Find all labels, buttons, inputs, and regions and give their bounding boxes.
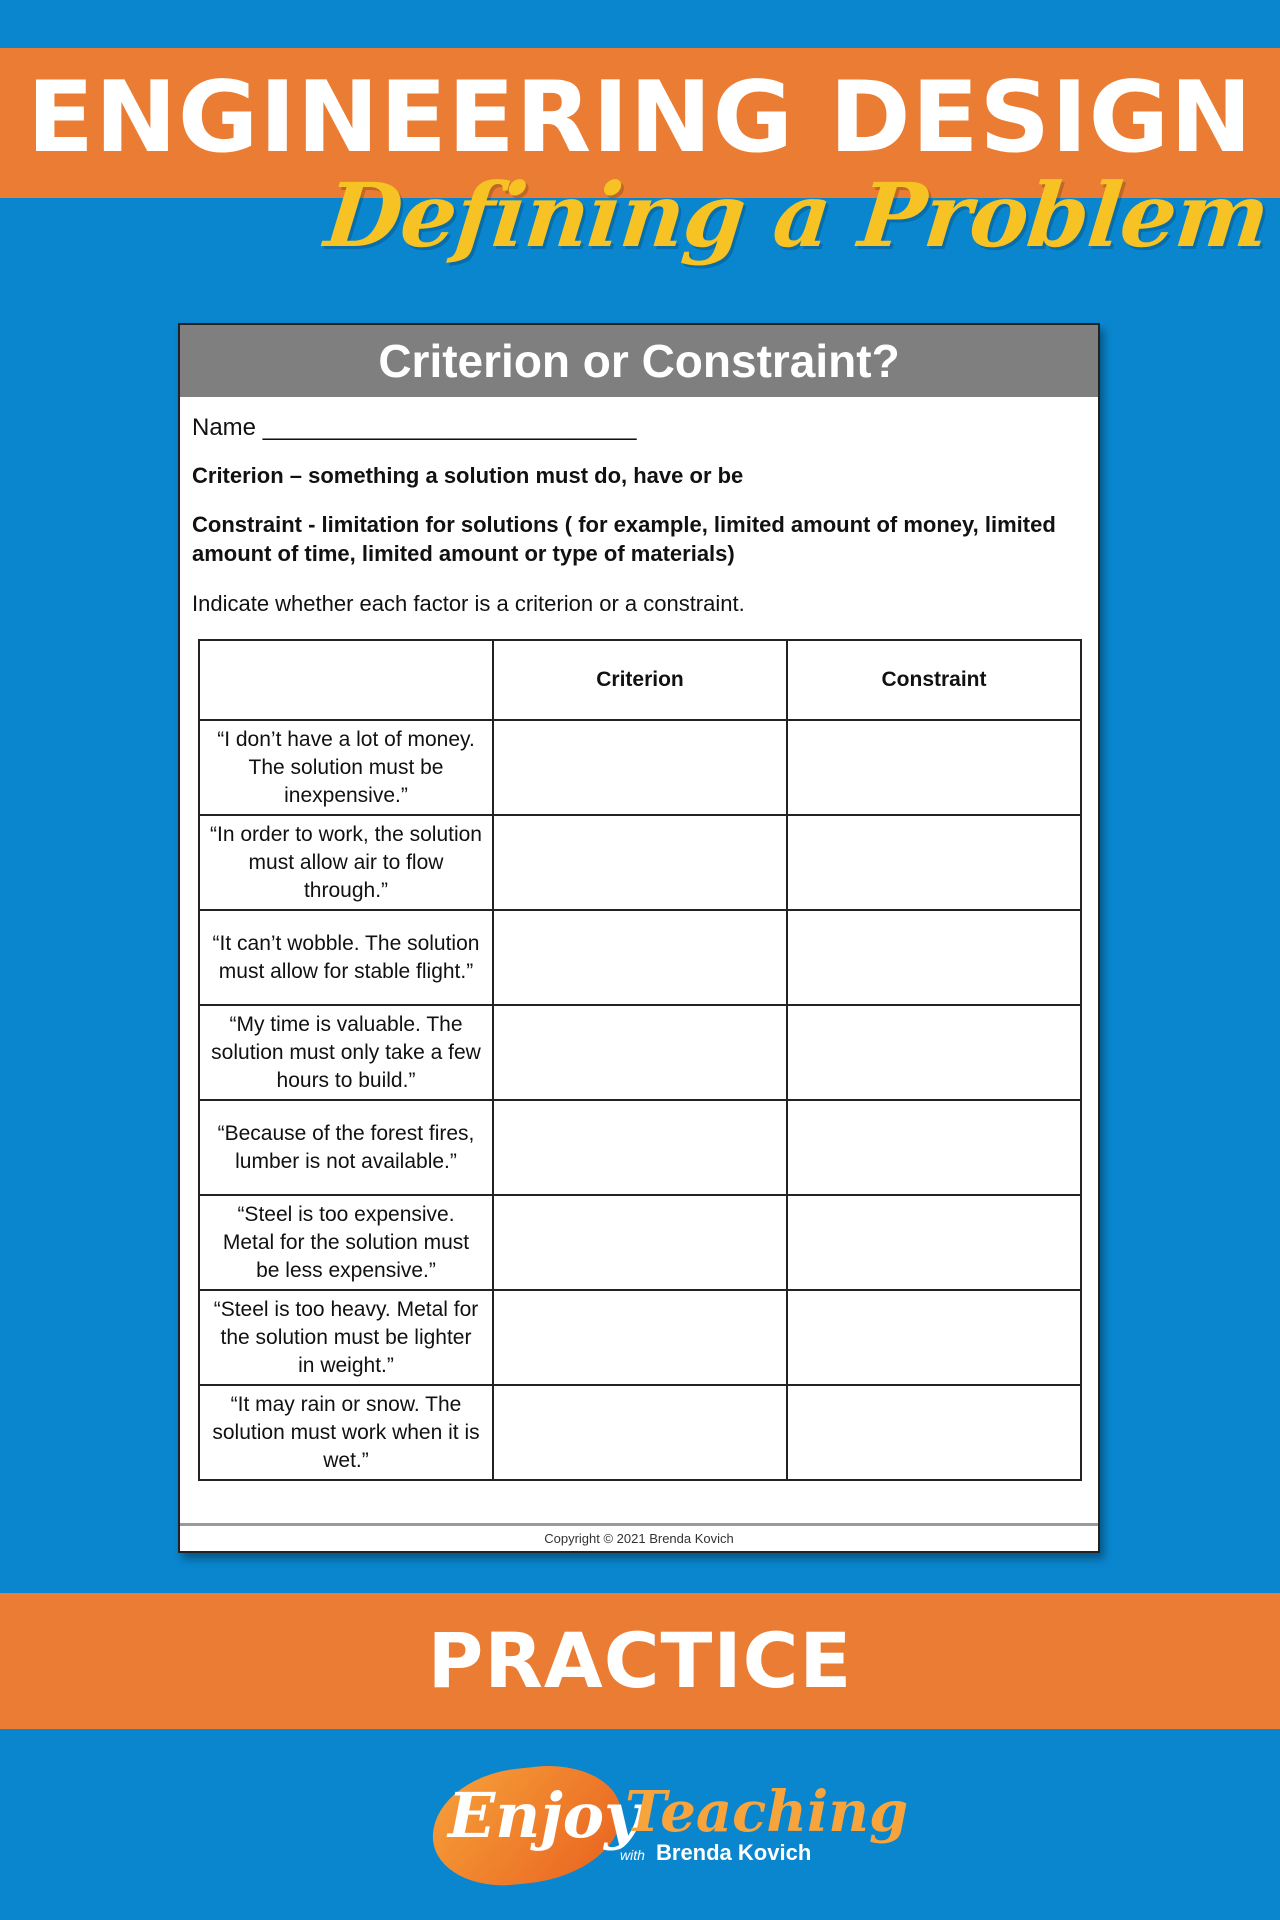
constraint-cell [787, 1195, 1081, 1290]
subtitle: Defining a Problem [320, 163, 1274, 267]
factor-cell: “I don’t have a lot of money. The solution must be inexpensive.” [199, 720, 493, 815]
table-row [199, 1005, 1081, 1100]
factor-cell: “It may rain or snow. The solution must work when it is wet.” [199, 1385, 493, 1480]
logo-enjoy-text: Enjoy [448, 1779, 641, 1852]
criterion-cell [493, 1005, 787, 1100]
criterion-cell [493, 910, 787, 1005]
factor-table [198, 639, 1082, 1481]
column-header-factor [199, 640, 493, 720]
copyright-footer: Copyright © 2021 Brenda Kovich [180, 1523, 1098, 1551]
logo-teaching-text: Teaching [625, 1779, 909, 1845]
factor-cell: “In order to work, the solution must allow air to flow through.” [199, 815, 493, 910]
table-row [199, 1290, 1081, 1385]
table-row [199, 815, 1081, 910]
criterion-cell [493, 720, 787, 815]
criterion-cell [493, 1385, 787, 1480]
instructions: Indicate whether each factor is a criterion or a constraint. [192, 591, 745, 616]
criterion-cell [493, 815, 787, 910]
criterion-cell [493, 1290, 787, 1385]
factor-cell: “Because of the forest fires, lumber is not available.” [199, 1100, 493, 1195]
constraint-cell [787, 1290, 1081, 1385]
logo-with-text: with [620, 1847, 645, 1863]
table-header-row [199, 640, 1081, 720]
table-row [199, 1195, 1081, 1290]
table-row [199, 910, 1081, 1005]
main-title: ENGINEERING DESIGN [26, 61, 1254, 175]
constraint-cell [787, 720, 1081, 815]
constraint-cell [787, 910, 1081, 1005]
criterion-definition: Criterion – something a solution must do, have or be [192, 463, 744, 488]
name-line: Name ____________________________ [192, 414, 637, 441]
factor-cell: “It can’t wobble. The solution must allow for stable flight.” [199, 910, 493, 1005]
criterion-cell [493, 1100, 787, 1195]
constraint-definition: Constraint - limitation for solutions ( for example, limited amount of money, limited amount of time, limited amount or type of materials) [192, 512, 1056, 566]
table-row [199, 1100, 1081, 1195]
factor-cell: “My time is valuable. The solution must only take a few hours to build.” [199, 1005, 493, 1100]
column-header-constraint: Constraint [787, 640, 1081, 720]
constraint-cell [787, 1005, 1081, 1100]
practice-label: PRACTICE [427, 1616, 853, 1705]
logo-author-text: Brenda Kovich [656, 1840, 812, 1865]
worksheet-title: Criterion or Constraint? [180, 325, 1098, 397]
table-row [199, 1385, 1081, 1480]
constraint-cell [787, 1100, 1081, 1195]
constraint-cell [787, 1385, 1081, 1480]
factor-cell: “Steel is too expensive. Metal for the solution must be less expensive.” [199, 1195, 493, 1290]
worksheet [178, 323, 1100, 1553]
criterion-cell [493, 1195, 787, 1290]
constraint-cell [787, 815, 1081, 910]
column-header-criterion: Criterion [493, 640, 787, 720]
brand-logo [420, 1762, 909, 1892]
table-row [199, 720, 1081, 815]
factor-cell: “Steel is too heavy. Metal for the solution must be lighter in weight.” [199, 1290, 493, 1385]
